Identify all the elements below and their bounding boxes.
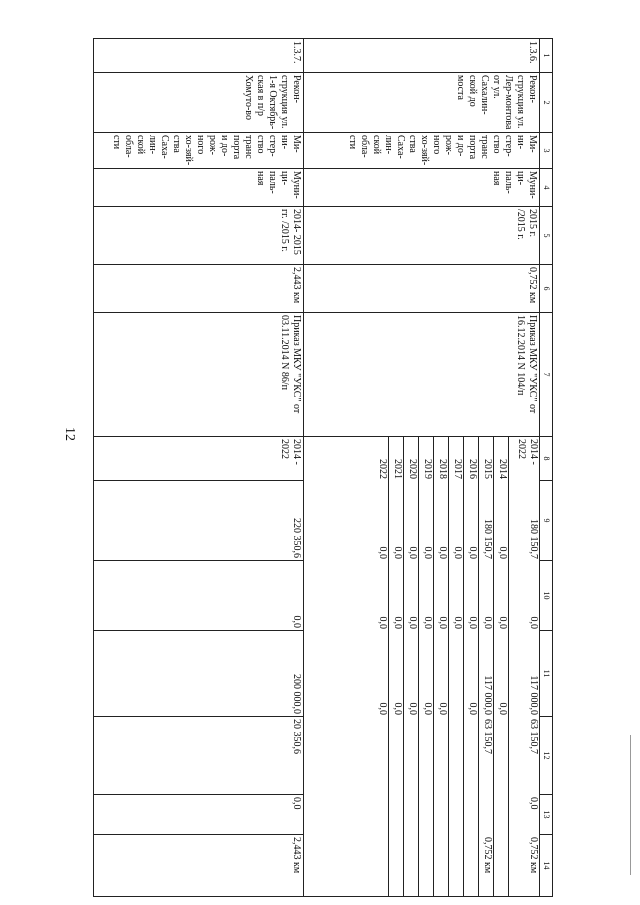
row-id: 1.3.6. <box>304 39 540 73</box>
col-header: 11 <box>540 631 553 717</box>
page-number: 12 <box>62 427 77 441</box>
period: 2014 - 2022 <box>94 437 304 481</box>
value-c9: 0,0 <box>464 481 479 561</box>
value-c13 <box>434 795 449 835</box>
value-c13 <box>464 795 479 835</box>
year: 2017 <box>449 437 464 481</box>
value-c10: 0,0 <box>494 561 509 631</box>
value-c10: 0,0 <box>464 561 479 631</box>
col-header: 2 <box>540 73 553 133</box>
document: Приказ МКУ "УКС" от 03.11.2014 N 86/п <box>94 313 304 437</box>
value-c12 <box>389 717 404 795</box>
column-number-row <box>540 39 553 897</box>
property-type: Муни-ци-паль-ная <box>94 169 304 207</box>
year-row <box>434 437 449 897</box>
capacity: 0,752 км <box>304 265 540 313</box>
value-c12: 63 150,7 <box>509 717 539 795</box>
value-c11: 0,0 <box>494 631 509 717</box>
value-c11 <box>449 631 464 717</box>
value-c13 <box>389 795 404 835</box>
value-c13 <box>404 795 419 835</box>
owner: Ми-ни-стер-ство транс порта и до-рож-ного хо-зяй-ства Саха-лин-ской обла-сти <box>304 133 540 169</box>
value-c14: 2,443 км <box>94 835 304 897</box>
value-c11: 0,0 <box>434 631 449 717</box>
value-c11: 0,0 <box>419 631 434 717</box>
value-c9: 0,0 <box>449 481 464 561</box>
value-c12 <box>329 717 389 795</box>
col-header: 12 <box>540 717 553 795</box>
year: 2016 <box>464 437 479 481</box>
value-c14 <box>329 835 389 897</box>
scan-margin-line <box>630 735 631 875</box>
value-c12 <box>464 717 479 795</box>
value-c9: 0,0 <box>389 481 404 561</box>
year-row <box>464 437 479 897</box>
year-row <box>329 437 389 897</box>
value-c10: 0,0 <box>434 561 449 631</box>
term: 2014- 2015 гг. /2015 г. <box>94 207 304 265</box>
year: 2021 <box>389 437 404 481</box>
year-row <box>419 437 434 897</box>
row-id: 1.3.7. <box>94 39 304 73</box>
col-header: 10 <box>540 561 553 631</box>
value-c11: 0,0 <box>404 631 419 717</box>
year-row <box>389 437 404 897</box>
year: 2018 <box>434 437 449 481</box>
col-header: 13 <box>540 795 553 835</box>
value-c14 <box>434 835 449 897</box>
value-c12 <box>449 717 464 795</box>
value-c14 <box>464 835 479 897</box>
total-row <box>509 437 539 897</box>
year: 2020 <box>404 437 419 481</box>
value-c9: 0,0 <box>419 481 434 561</box>
col-header: 6 <box>540 265 553 313</box>
value-c11: 0,0 <box>329 631 389 717</box>
value-c12: 20 350,6 <box>94 717 304 795</box>
year: 2022 <box>329 437 389 481</box>
period: 2014 - 2022 <box>509 437 539 481</box>
value-c14 <box>419 835 434 897</box>
value-c9: 0,0 <box>494 481 509 561</box>
document: Приказ МКУ "УКС" от 16.12.2014 N 104/п <box>304 313 540 437</box>
value-c10: 0,0 <box>94 561 304 631</box>
value-c9: 220 350,6 <box>94 481 304 561</box>
col-header: 9 <box>540 481 553 561</box>
object-name: Рекон-струкция ул. Лер-монтова от ул. Сахалин-ской до моста <box>304 73 540 133</box>
value-c12 <box>419 717 434 795</box>
value-c13 <box>479 795 494 835</box>
term: 2015 г. /2015 г. <box>304 207 540 265</box>
value-c10: 0,0 <box>509 561 539 631</box>
year: 2019 <box>419 437 434 481</box>
value-c10: 0,0 <box>479 561 494 631</box>
year-row <box>494 437 509 897</box>
value-c9: 0,0 <box>434 481 449 561</box>
value-c12 <box>404 717 419 795</box>
col-header: 3 <box>540 133 553 169</box>
value-c11: 0,0 <box>464 631 479 717</box>
year: 2015 <box>479 437 494 481</box>
col-header: 7 <box>540 313 553 437</box>
owner: Ми-ни-стер-ство транс порта и до-рож-ного хо-зяй-ства Саха-лин-ской обла-сти <box>94 133 304 169</box>
value-c10: 0,0 <box>449 561 464 631</box>
value-c11: 0,0 <box>389 631 404 717</box>
value-c10: 0,0 <box>389 561 404 631</box>
property-type: Муни-ци-паль-ная <box>304 169 540 207</box>
value-c12 <box>494 717 509 795</box>
value-c10: 0,0 <box>419 561 434 631</box>
year-row <box>404 437 419 897</box>
value-c10: 0,0 <box>404 561 419 631</box>
value-c11: 200 000,0 <box>94 631 304 717</box>
year: 2014 <box>494 437 509 481</box>
col-header: 1 <box>540 39 553 73</box>
value-c14: 0,752 км <box>479 835 494 897</box>
value-c12: 63 150,7 <box>479 717 494 795</box>
table-row <box>94 39 304 897</box>
value-c13 <box>329 795 389 835</box>
financing-block <box>304 437 540 897</box>
value-c14 <box>449 835 464 897</box>
value-c14: 0,752 км <box>509 835 539 897</box>
value-c10: 0,0 <box>329 561 389 631</box>
value-c13 <box>419 795 434 835</box>
financing-subtable <box>329 437 539 897</box>
col-header: 4 <box>540 169 553 207</box>
value-c13: 0,0 <box>94 795 304 835</box>
col-header: 8 <box>540 437 553 481</box>
value-c11: 117 000,0 <box>509 631 539 717</box>
capacity: 2,443 км <box>94 265 304 313</box>
program-table <box>93 38 553 897</box>
value-c11: 117 000,0 <box>479 631 494 717</box>
col-header: 14 <box>540 835 553 897</box>
program-table-rotated <box>95 38 553 896</box>
year-row <box>479 437 494 897</box>
value-c9: 180 150,7 <box>479 481 494 561</box>
value-c9: 0,0 <box>404 481 419 561</box>
year-row <box>449 437 464 897</box>
value-c14 <box>404 835 419 897</box>
value-c12 <box>434 717 449 795</box>
value-c13 <box>494 795 509 835</box>
value-c13: 0,0 <box>509 795 539 835</box>
value-c14 <box>494 835 509 897</box>
table-row <box>304 39 540 897</box>
value-c9: 0,0 <box>329 481 389 561</box>
value-c13 <box>449 795 464 835</box>
col-header: 5 <box>540 207 553 265</box>
value-c14 <box>389 835 404 897</box>
value-c9: 180 150,7 <box>509 481 539 561</box>
object-name: Рекон-струкция ул. 1-я Октябрь-ская в п/р Хомуто-во <box>94 73 304 133</box>
